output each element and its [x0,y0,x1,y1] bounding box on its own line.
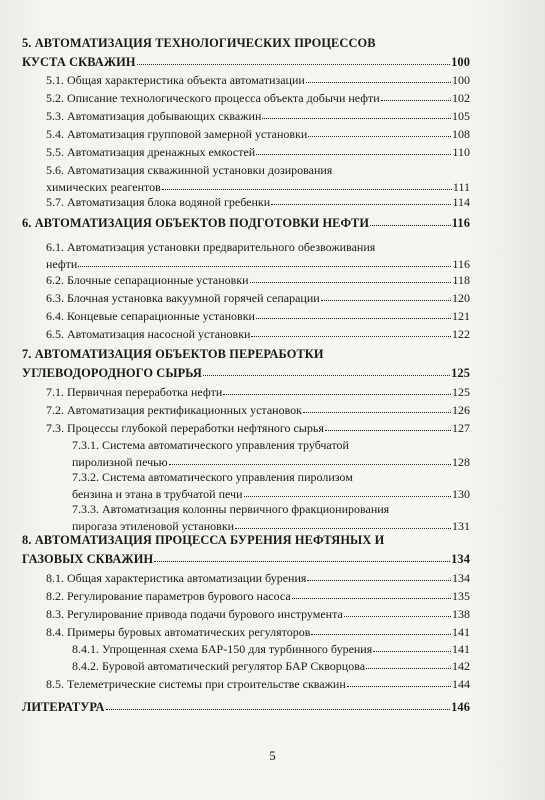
toc-entry-line [46,127,470,141]
toc-entry-title: 7.3.2. Система автоматического управления пиролизом [72,470,353,484]
toc-page-number: 105 [452,109,470,123]
page-number: 5 [269,748,276,763]
toc-entry-title: 5.6. Автоматизация скважинной установки дозирования [46,163,333,177]
toc-page-number: 114 [452,195,470,209]
toc-chapter-entry [22,36,470,69]
toc-entry-line [22,366,470,381]
toc-page-number: 111 [452,180,470,194]
toc-entry-line [22,55,470,70]
dot-leader [162,189,452,190]
dot-leader [311,634,451,635]
toc-entry-title: ГАЗОВЫХ СКВАЖИН [22,551,154,566]
toc-entry-title: 7.3.3. Автоматизация колонны первичного фракционирования [72,502,390,516]
toc-entry-line [46,273,470,287]
toc-subsubsection-entry [22,502,470,533]
toc-entry-title: 7.1. Первичная переработка нефти [46,385,223,399]
toc-entry-title: 5. АВТОМАТИЗАЦИЯ ТЕХНОЛОГИЧЕСКИХ ПРОЦЕССОВ [22,36,376,50]
dot-leader [373,651,451,652]
toc-page-number: 131 [452,519,470,533]
toc-page-number: 135 [452,589,470,603]
dot-leader [344,616,451,617]
toc-entry-line [46,385,470,399]
toc-entry-title: 5.5. Автоматизация дренажных емкостей [46,145,256,159]
dot-leader [292,598,451,599]
toc-entry-title: 7. АВТОМАТИЗАЦИЯ ОБЪЕКТОВ ПЕРЕРАБОТКИ [22,347,324,361]
toc-entry-title: бензина и этана в трубчатой печи [72,487,243,501]
dot-leader [223,394,451,395]
dot-leader [370,225,451,226]
toc-page-number: 134 [451,551,470,566]
toc-entry-line [46,625,470,639]
toc-entry-line [72,470,470,484]
toc-entry-title: 5.2. Описание технологического процесса объекта добычи нефти [46,91,380,105]
dot-leader [169,464,451,465]
toc-page-number: 100 [451,54,470,69]
toc-page-number: 100 [452,73,470,87]
toc-entry-line [22,216,470,231]
toc-entry-title: 6.5. Автоматизация насосной установки [46,327,251,341]
toc-entry-title: 7.3. Процессы глубокой переработки нефтяного сырья [46,421,324,435]
toc-entry-line [46,589,470,603]
dot-leader [308,136,451,137]
toc-page-number: 118 [452,273,470,287]
toc-page-number: 141 [452,642,470,656]
dot-leader [381,100,451,101]
toc-section-entry [22,403,470,417]
toc-entry-line [46,571,470,585]
toc-entry-line [22,36,470,51]
page-shading [485,0,545,800]
toc-entry-line [72,438,470,452]
toc-entry-line [46,91,470,105]
toc-entry-title: УГЛЕВОДОРОДНОГО СЫРЬЯ [22,365,202,380]
toc-entry-title: 6.2. Блочные сепарационные установки [46,273,249,287]
toc-page-number: 120 [452,291,470,305]
toc-entry-line [46,163,470,177]
toc-chapter-entry [22,216,470,231]
dot-leader [235,528,451,529]
dot-leader [251,336,451,337]
dot-leader [203,375,450,376]
toc-entry-title: химических реагентов [46,180,161,194]
dot-leader [306,82,451,83]
toc-entry-title: 8.4.2. Буровой автоматический регулятор БАР Скворцова [72,659,366,673]
toc-entry-line [22,552,470,567]
toc-page-number: 127 [452,421,470,435]
toc-entry-title: 8. АВТОМАТИЗАЦИЯ ПРОЦЕССА БУРЕНИЯ НЕФТЯНЫХ И [22,533,385,547]
toc-page-number: 126 [452,403,470,417]
toc-entry-title: 8.5. Телеметрические системы при строительстве скважин [46,677,346,691]
toc-section-entry [22,625,470,639]
toc-entry-line [46,240,470,254]
toc-entry-line [72,502,470,516]
toc-section-entry [22,91,470,105]
toc-subsubsection-entry [22,438,470,469]
toc-section-entry [22,145,470,159]
toc-entry-title: 6.1. Автоматизация установки предварительного обезвоживания [46,240,376,254]
dot-leader [262,118,451,119]
toc-entry-line [46,257,470,271]
toc-entry-title: 5.3. Автоматизация добывающих скважин [46,109,262,123]
dot-leader [347,686,451,687]
dot-leader [321,300,451,301]
toc-entry-line [46,109,470,123]
toc-entry-line [72,659,470,673]
toc-chapter-entry [22,347,470,380]
toc-section-entry [22,73,470,87]
toc-page-number: 138 [452,607,470,621]
toc-entry-title: 8.1. Общая характеристика автоматизации бурения [46,571,307,585]
toc-section-entry [22,385,470,399]
toc-page-number: 125 [452,385,470,399]
dot-leader [366,668,451,669]
toc-page-number: 134 [452,571,470,585]
toc-entry-line [46,327,470,341]
dot-leader [154,561,450,562]
toc-page-number: 121 [452,309,470,323]
dot-leader [106,709,451,710]
toc-entry-line [46,195,470,209]
toc-entry-title: 6.3. Блочная установка вакуумной горячей сепарации [46,291,320,305]
toc-page-number: 144 [452,677,470,691]
toc-section-entry [22,127,470,141]
toc-page-number: 130 [452,487,470,501]
dot-leader [78,266,451,267]
toc-entry-title: 7.2. Автоматизация ректификационных установок [46,403,302,417]
toc-entry-title: КУСТА СКВАЖИН [22,54,136,69]
toc-page-number: 125 [451,365,470,380]
toc-section-entry [22,327,470,341]
toc-entry-line [22,700,470,715]
toc-subsubsection-entry [22,659,470,673]
toc-section-entry [22,291,470,305]
toc-page-number: 122 [452,327,470,341]
toc-page-number: 128 [452,455,470,469]
toc-page-number: 110 [452,145,470,159]
dot-leader [307,580,451,581]
toc-entry-title: 5.7. Автоматизация блока водяной гребенки [46,195,271,209]
toc-entry-line [72,487,470,501]
toc-page-number: 108 [452,127,470,141]
toc-entry-title: 7.3.1. Система автоматического управления трубчатой [72,438,349,452]
dot-leader [325,430,451,431]
dot-leader [250,282,452,283]
toc-entry-line [72,455,470,469]
toc-page-number: 146 [451,700,470,714]
toc-entry-title: 8.3. Регулирование привода подачи бурового инструмента [46,607,343,621]
toc-entry-title: 6. АВТОМАТИЗАЦИЯ ОБЪЕКТОВ ПОДГОТОВКИ НЕФТИ [22,216,370,230]
toc-subsubsection-entry [22,470,470,501]
toc-entry-line [72,519,470,533]
toc-entry-line [72,642,470,656]
toc-section-entry [22,607,470,621]
toc-entry-line [46,73,470,87]
dot-leader [256,318,451,319]
toc-entry-title: ЛИТЕРАТУРА [22,700,105,714]
toc-entry-title: 6.4. Концевые сепарационные установки [46,309,255,323]
toc-section-entry [22,163,470,194]
toc-entry-title: нефти [46,257,78,271]
toc-entry-title: пирогаза этиленовой установки [72,519,235,533]
toc-entry-title: пиролизной печью [72,455,168,469]
toc-chapter-entry [22,700,470,715]
toc-section-entry [22,109,470,123]
toc-entry-title: 8.4. Примеры буровых автоматических регуляторов [46,625,311,639]
toc-entry-line [46,677,470,691]
dot-leader [256,154,451,155]
toc-page-number: 142 [452,659,470,673]
dot-leader [137,64,450,65]
toc-entry-line [46,421,470,435]
toc-entry-title: 5.4. Автоматизация групповой замерной установки [46,127,308,141]
toc-entry-line [46,291,470,305]
toc-page-number: 116 [452,257,470,271]
toc-entry-line [22,533,470,548]
toc-entry-line [22,347,470,362]
toc-entry-title: 8.4.1. Упрощенная схема БАР-150 для турбинного бурения [72,642,373,656]
toc-entry-line [46,145,470,159]
toc-section-entry [22,240,470,271]
toc-entry-line [46,403,470,417]
toc-section-entry [22,421,470,435]
toc-entry-line [46,309,470,323]
toc-section-entry [22,309,470,323]
dot-leader [271,204,451,205]
toc-section-entry [22,589,470,603]
toc-entry-title: 5.1. Общая характеристика объекта автоматизации [46,73,305,87]
toc-page-number: 141 [452,625,470,639]
toc-subsubsection-entry [22,642,470,656]
toc-entry-title: 8.2. Регулирование параметров бурового насоса [46,589,291,603]
dot-leader [244,496,452,497]
toc-section-entry [22,571,470,585]
toc-section-entry [22,273,470,287]
toc-page-number: 116 [451,216,470,230]
toc-entry-line [46,607,470,621]
toc-section-entry [22,677,470,691]
dot-leader [303,412,451,413]
toc-page-number: 102 [452,91,470,105]
toc-entry-line [46,180,470,194]
toc-section-entry [22,195,470,209]
toc-chapter-entry [22,533,470,566]
